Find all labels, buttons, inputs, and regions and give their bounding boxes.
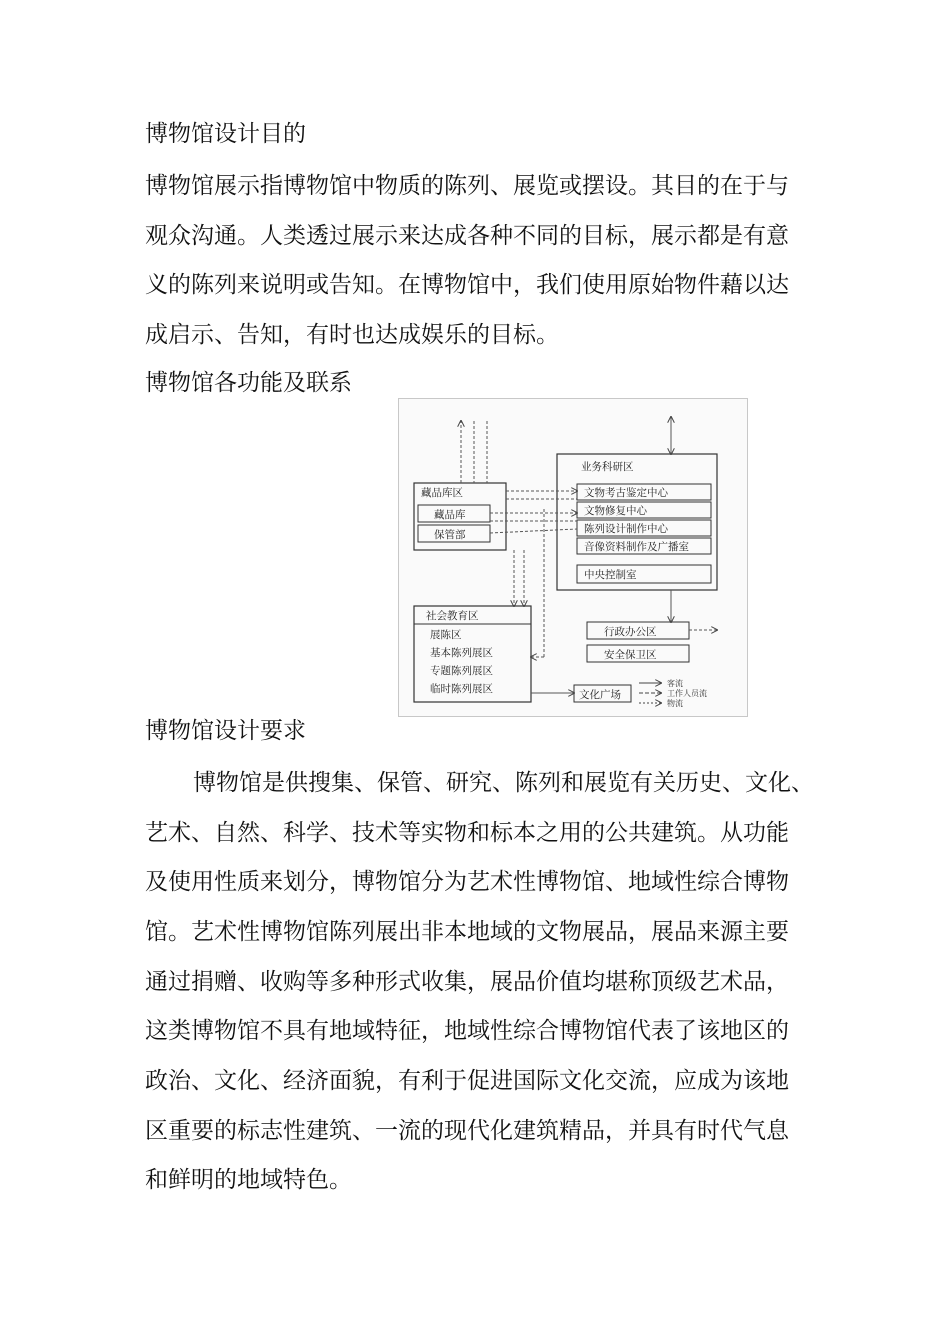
paragraph-line: 艺术、自然、科学、技术等实物和标本之用的公共建筑。从功能 [145, 820, 789, 846]
heading-functions: 博物馆各功能及联系 [145, 370, 352, 396]
education-item: 展陈区 [430, 629, 462, 641]
admin-label: 行政办公区 [604, 626, 657, 638]
education-item: 基本陈列展区 [430, 647, 493, 659]
function-diagram [398, 398, 748, 717]
paragraph-line: 博物馆是供搜集、保管、研究、陈列和展览有关历史、文化、 [193, 770, 814, 796]
legend-staff-flow: 工作人员流 [667, 689, 707, 698]
research-item: 陈列设计制作中心 [584, 523, 668, 535]
paragraph-line: 通过捐赠、收购等多种形式收集，展品价值均堪称顶级艺术品， [145, 969, 789, 995]
storage-item: 保管部 [434, 529, 466, 541]
plaza-label: 文化广场 [579, 689, 621, 701]
legend-goods-flow: 物流 [667, 699, 683, 708]
paragraph-line: 观众沟通。人类透过展示来达成各种不同的目标，展示都是有意 [145, 223, 789, 249]
security-label: 安全保卫区 [604, 649, 657, 661]
paragraph-line: 成启示、告知，有时也达成娱乐的目标。 [145, 322, 559, 348]
heading-design-purpose: 博物馆设计目的 [145, 121, 306, 147]
research-item: 音像资料制作及广播室 [584, 541, 689, 553]
education-item: 专题陈列展区 [430, 665, 493, 677]
storage-item: 藏品库 [434, 509, 466, 521]
paragraph-line: 义的陈列来说明或告知。在博物馆中，我们使用原始物件藉以达 [145, 272, 789, 298]
paragraph-line: 和鲜明的地域特色。 [145, 1167, 352, 1193]
paragraph-line: 区重要的标志性建筑、一流的现代化建筑精品，并具有时代气息 [145, 1118, 789, 1144]
paragraph-line: 这类博物馆不具有地域特征，地域性综合博物馆代表了该地区的 [145, 1018, 789, 1044]
storage-zone-title: 藏品库区 [421, 487, 463, 499]
research-item: 文物修复中心 [584, 505, 647, 517]
research-zone-box [557, 454, 717, 590]
legend-visitor-flow: 客流 [667, 679, 683, 688]
education-zone-title: 社会教育区 [426, 610, 479, 622]
paragraph-line: 政治、文化、经济面貌，有利于促进国际文化交流，应成为该地 [145, 1068, 789, 1094]
paragraph-line: 及使用性质来划分，博物馆分为艺术性博物馆、地域性综合博物 [145, 869, 789, 895]
heading-design-requirements: 博物馆设计要求 [145, 718, 306, 744]
control-room-label: 中央控制室 [584, 569, 637, 581]
diagram-svg [399, 399, 747, 716]
research-zone-title: 业务科研区 [581, 461, 634, 473]
research-item: 文物考古鉴定中心 [584, 487, 668, 499]
paragraph-line: 博物馆展示指博物馆中物质的陈列、展览或摆设。其目的在于与 [145, 173, 789, 199]
education-item: 临时陈列展区 [430, 683, 493, 695]
paragraph-line: 馆。艺术性博物馆陈列展出非本地域的文物展品，展品来源主要 [145, 919, 789, 945]
diagram-connectors [461, 417, 717, 693]
